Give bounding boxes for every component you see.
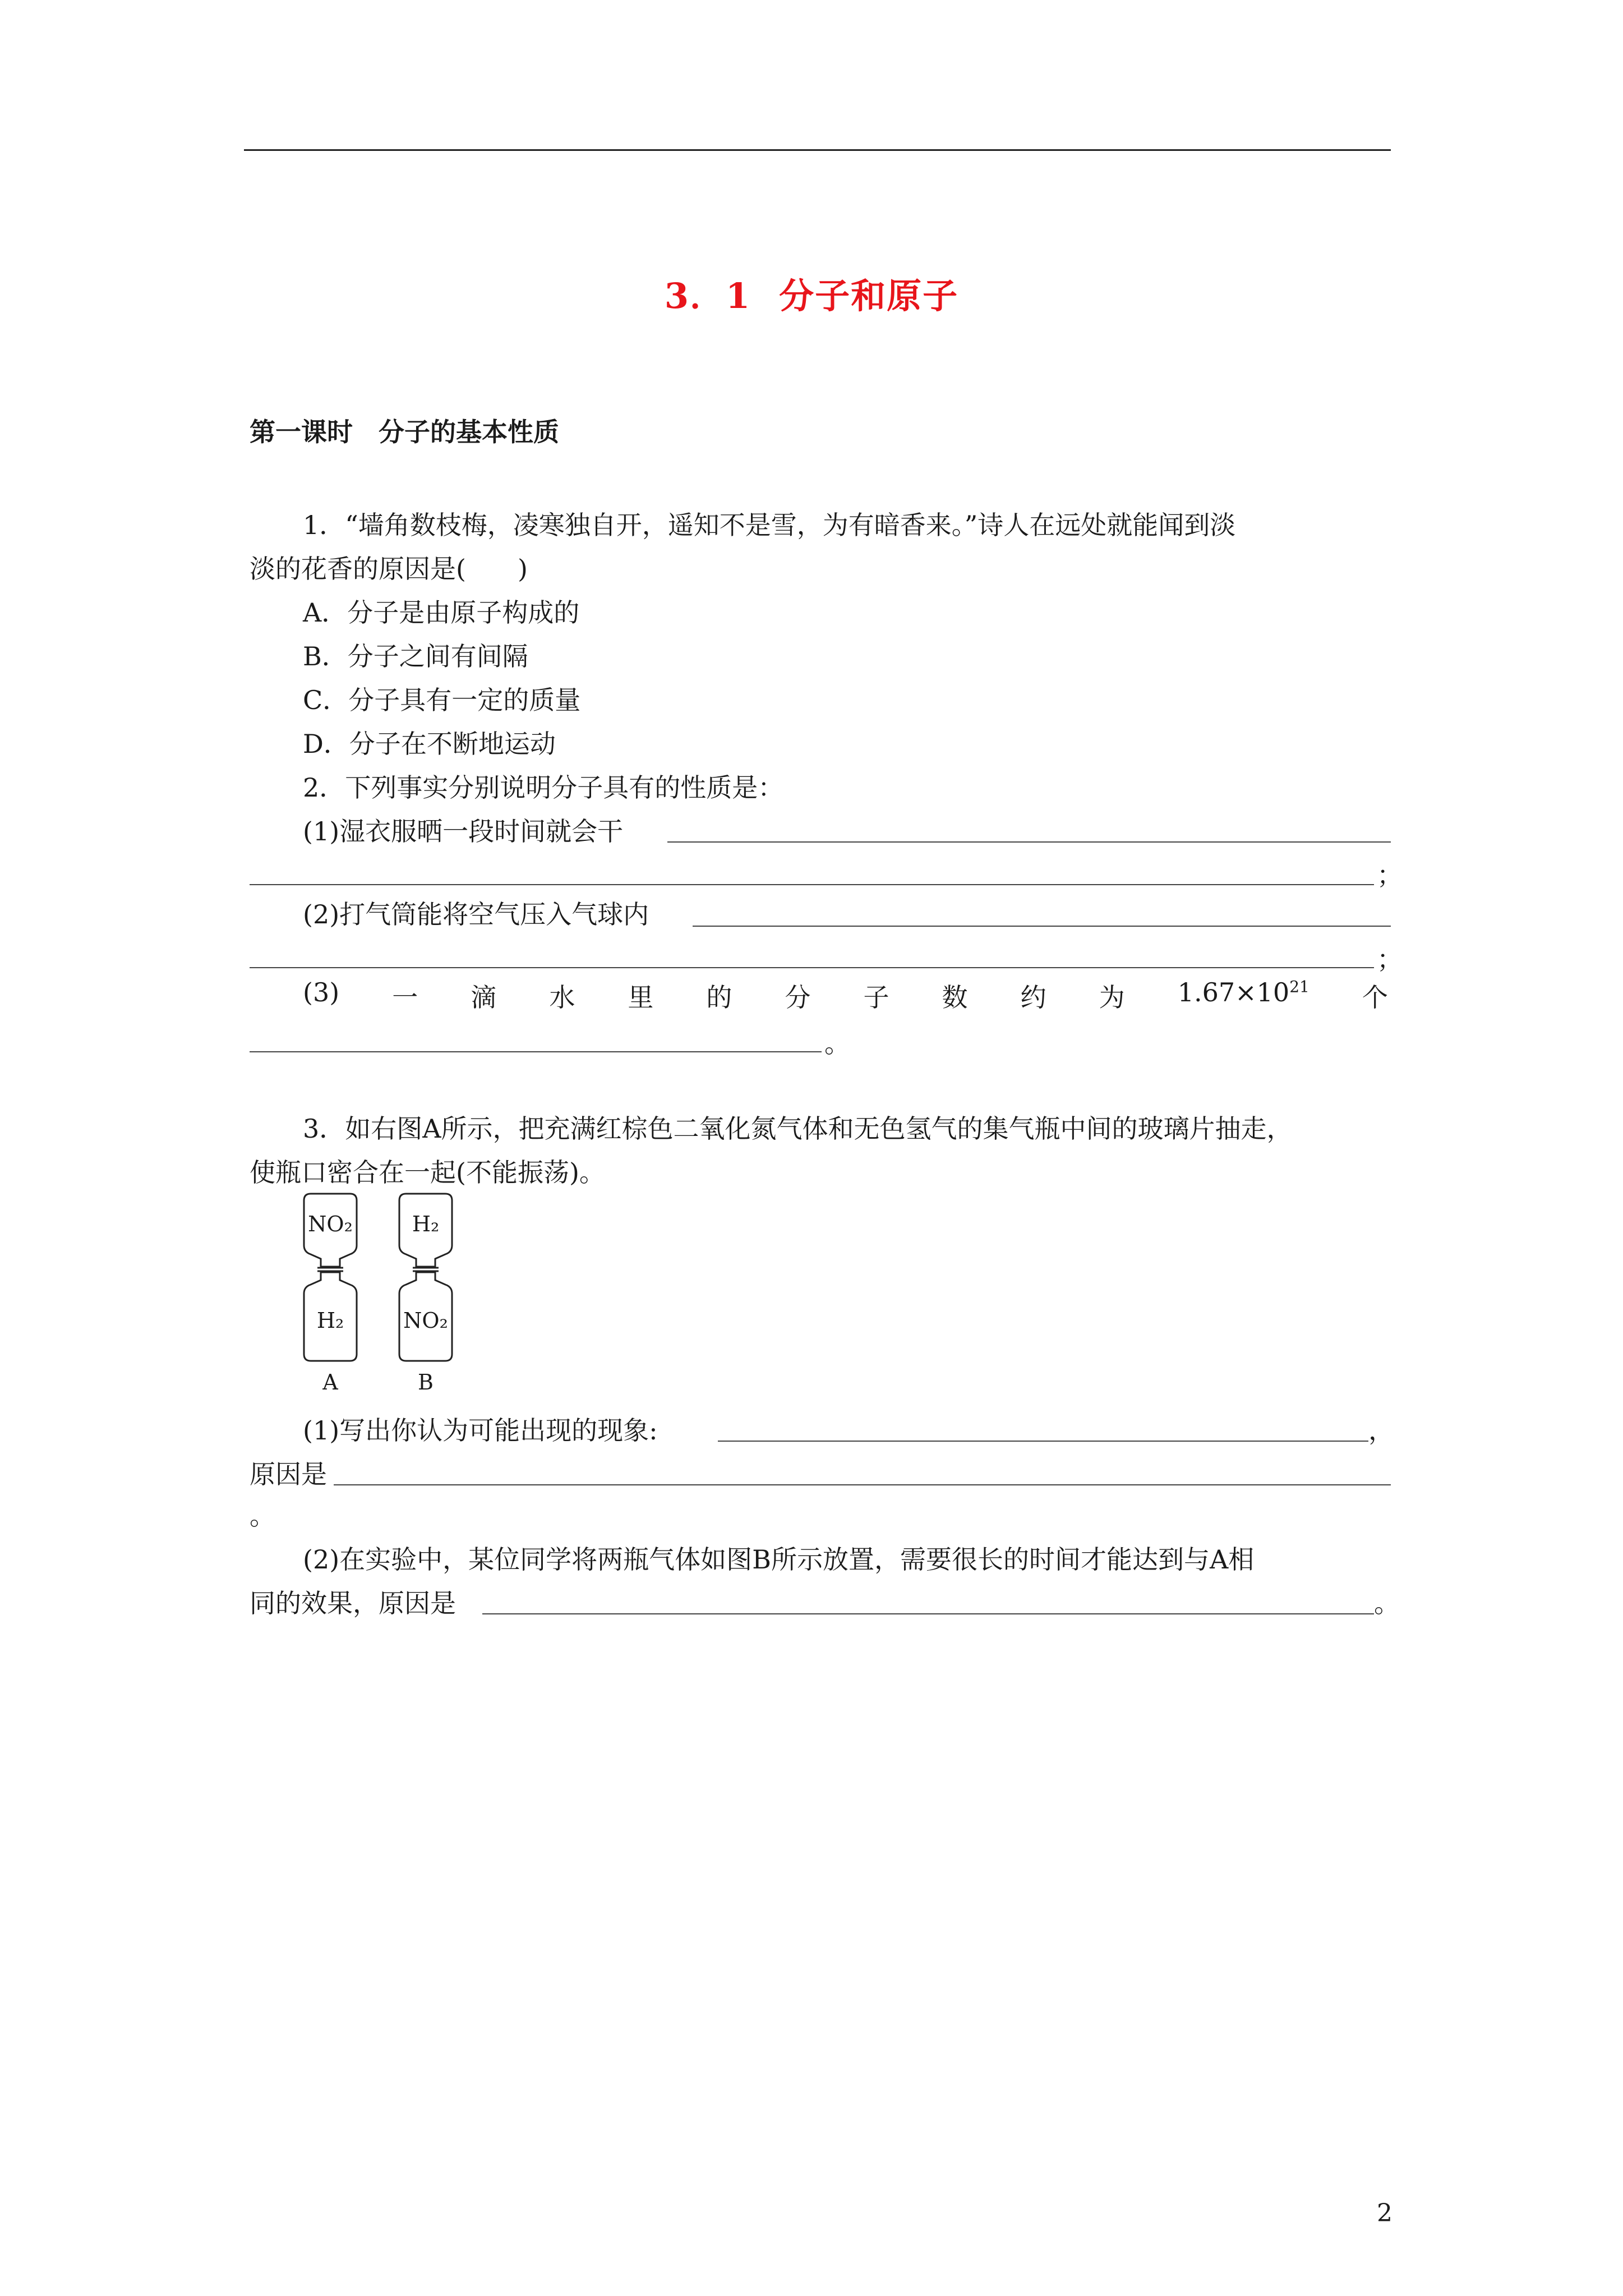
figure-b-caption: B bbox=[418, 1370, 434, 1395]
q2-part2-blank[interactable] bbox=[693, 926, 1391, 927]
q2-part3-word: 分 bbox=[785, 982, 811, 1013]
q1-stem-line1: 1．“墙角数枝梅，凌寒独自开，遥知不是雪，为有暗香来。”诗人在远处就能闻到淡 bbox=[303, 510, 1236, 540]
q2-part3-word: (3) bbox=[303, 977, 340, 1007]
q1-option-a: A．分子是由原子构成的 bbox=[303, 597, 580, 628]
q3-part2-period: 。 bbox=[1374, 1588, 1400, 1618]
figure-a-bottom-label: H₂ bbox=[316, 1308, 344, 1333]
q2-part3-word: 约 bbox=[1020, 982, 1046, 1013]
q2-stem: 2．下列事实分别说明分子具有的性质是： bbox=[303, 772, 784, 803]
header-rule bbox=[244, 149, 1391, 151]
q2-part3-line bbox=[303, 977, 1388, 1014]
q2-part3-unit: 个 bbox=[1362, 982, 1388, 1013]
q2-part3-word: 子 bbox=[863, 982, 889, 1013]
q3-reason-label: 原因是 bbox=[250, 1459, 327, 1489]
q2-part3-word: 水 bbox=[549, 982, 575, 1013]
q2-part3-number: $1.67\times 10^{21}$ bbox=[1177, 977, 1310, 1007]
q3-part1-label: (1)写出你认为可能出现的现象: bbox=[303, 1415, 658, 1446]
q2-part3-blank[interactable] bbox=[250, 1051, 822, 1052]
q3-reason-blank[interactable] bbox=[334, 1484, 1391, 1485]
q1-option-b: B．分子之间有间隔 bbox=[303, 641, 528, 671]
gas-jars-figure bbox=[297, 1189, 465, 1402]
q1-option-c: C．分子具有一定的质量 bbox=[303, 685, 581, 715]
q1-option-d: D．分子在不断地运动 bbox=[303, 729, 556, 759]
q3-part2-blank[interactable] bbox=[482, 1613, 1374, 1614]
section-title: 分子和原子 bbox=[779, 275, 959, 316]
q3-part2-line2: 同的效果，原因是 bbox=[250, 1588, 456, 1618]
q2-part3-word: 滴 bbox=[471, 982, 497, 1013]
figure-b-top-label: H₂ bbox=[412, 1212, 440, 1236]
q2-part1-blank[interactable] bbox=[667, 841, 1391, 843]
q2-part2-label: (2)打气筒能将空气压入气球内 bbox=[303, 899, 649, 930]
q3-part2-line1: (2)在实验中，某位同学将两瓶气体如图B所示放置，需要很长的时间才能达到与A相 bbox=[303, 1544, 1255, 1575]
figure-a-top-label: NO₂ bbox=[308, 1212, 353, 1236]
figure-a-caption: A bbox=[322, 1370, 338, 1395]
q2-part3-word: 数 bbox=[942, 982, 968, 1013]
q2-part2-blank-cont[interactable] bbox=[250, 967, 1374, 968]
q3-reason-period: 。 bbox=[250, 1501, 275, 1531]
q3-stem-line2: 使瓶口密合在一起(不能振荡)。 bbox=[250, 1157, 605, 1188]
page-number: 2 bbox=[1377, 2199, 1393, 2228]
q2-part1-semicolon: ； bbox=[1377, 860, 1403, 890]
q2-part3-word: 的 bbox=[706, 982, 732, 1013]
q3-part1-comma: ， bbox=[1368, 1415, 1394, 1446]
q3-stem-line1: 3．如右图A所示，把充满红棕色二氧化氮气体和无色氢气的集气瓶中间的玻璃片抽走， bbox=[303, 1114, 1293, 1144]
q3-part1-blank[interactable] bbox=[718, 1441, 1368, 1442]
q2-part2-semicolon: ； bbox=[1377, 944, 1403, 974]
figure-b-bottom-label: NO₂ bbox=[403, 1308, 448, 1333]
lesson-subheading: 第一课时 分子的基本性质 bbox=[250, 417, 559, 447]
q1-stem-line2: 淡的花香的原因是( ) bbox=[250, 554, 528, 584]
page-title bbox=[0, 268, 1623, 318]
q2-part3-word: 里 bbox=[628, 982, 654, 1013]
q2-part1-blank-cont[interactable] bbox=[250, 884, 1374, 885]
section-number: 3．1 bbox=[664, 275, 751, 316]
q2-part3-period: 。 bbox=[824, 1028, 850, 1059]
q2-part1-label: (1)湿衣服晒一段时间就会干 bbox=[303, 816, 624, 846]
q2-part3-word: 为 bbox=[1099, 982, 1125, 1013]
q2-part3-word: 一 bbox=[392, 982, 418, 1013]
